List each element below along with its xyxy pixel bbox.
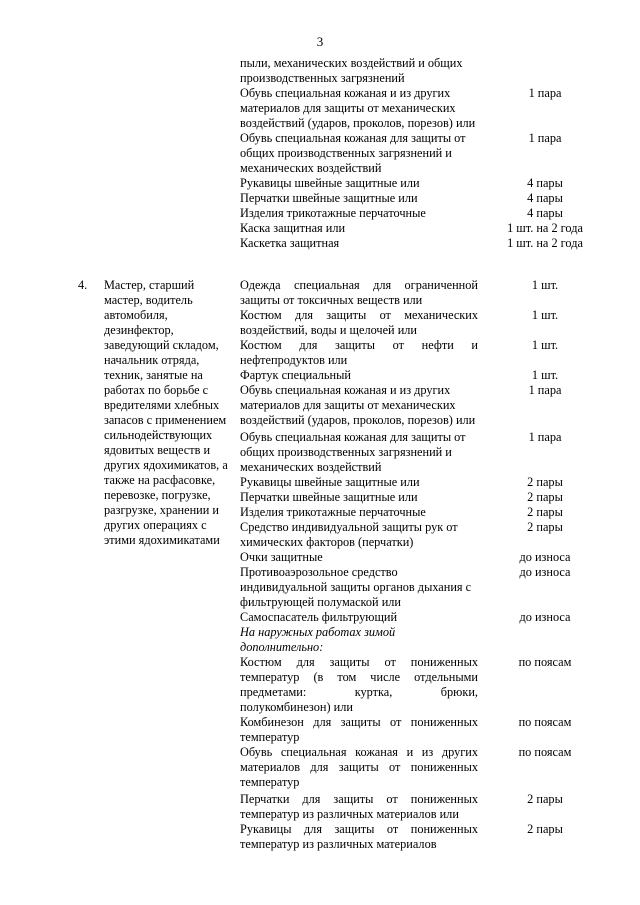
- continuation-section: [0, 56, 640, 251]
- table-row-4: [0, 278, 640, 852]
- ppe-item-name: Очки защитные: [240, 550, 323, 564]
- ppe-item-quantity: 4 пары: [527, 191, 563, 205]
- ppe-item: [0, 490, 640, 505]
- ppe-item: [0, 430, 640, 475]
- ppe-item: [0, 383, 640, 428]
- ppe-item: [0, 221, 640, 236]
- ppe-item-name: Обувь специальная кожаная и из других материалов для защиты от механических воздействий (ударов, проколов, порезов) или: [240, 86, 476, 130]
- ppe-item: [0, 191, 640, 206]
- ppe-item-quantity: 1 шт. на 2 года: [507, 236, 583, 250]
- ppe-item: [0, 655, 640, 715]
- ppe-item-quantity: 1 шт.: [531, 338, 559, 352]
- ppe-item-quantity: 4 пары: [527, 176, 563, 190]
- ppe-item-name: Обувь специальная кожаная и из других материалов для защиты от механических воздействий (ударов, проколов, порезов) или: [240, 383, 476, 427]
- ppe-item-name: Рукавицы для защиты от пониженных температур из различных материалов: [240, 822, 478, 851]
- ppe-item: [0, 550, 640, 565]
- ppe-item-name: Перчатки швейные защитные или: [240, 490, 418, 504]
- ppe-item: [0, 792, 640, 822]
- ppe-item: [0, 745, 640, 790]
- ppe-item-quantity: 1 шт.: [531, 308, 559, 322]
- job-position: Мастер, старший мастер, водитель автомобиля, дезинфектор, заведующий складом, начальник отряда, техник, занятые на работах по борьбе с вредителями хлебных запасов с применением сильнодействующих ядовитых веществ и других ядохимикатов, а также на расфасовке, перевозке, погрузке, разгрузке, хранении и других операциях с этими ядохимикатами: [104, 278, 228, 547]
- ppe-subheading: [0, 625, 640, 655]
- ppe-item-name: Рукавицы швейные защитные или: [240, 176, 420, 190]
- ppe-item-name: Изделия трикотажные перчаточные: [240, 505, 426, 519]
- ppe-item-name: Комбинезон для защиты от пониженных температур: [240, 715, 478, 744]
- ppe-item: [0, 565, 640, 610]
- ppe-item-name: Одежда специальная для ограниченной защиты от токсичных веществ или: [240, 278, 478, 307]
- ppe-item: [0, 505, 640, 520]
- ppe-item: [0, 715, 640, 745]
- ppe-item-name: Изделия трикотажные перчаточные: [240, 206, 426, 220]
- ppe-item: [0, 520, 640, 550]
- ppe-item-name: Костюм для защиты от нефти и нефтепродуктов или: [240, 338, 478, 367]
- ppe-item: [0, 475, 640, 490]
- ppe-item-quantity: 1 шт.: [531, 368, 559, 382]
- ppe-item-name: Перчатки для защиты от пониженных температур из различных материалов или: [240, 792, 478, 821]
- ppe-item: [0, 176, 640, 191]
- ppe-item-quantity: 1 пара: [528, 86, 562, 100]
- ppe-item: [0, 278, 640, 308]
- ppe-item-quantity: 1 пара: [528, 430, 562, 444]
- ppe-item: [0, 86, 640, 131]
- ppe-item-quantity: 1 шт. на 2 года: [507, 221, 583, 235]
- ppe-item-quantity: 1 шт.: [531, 278, 559, 292]
- ppe-item: [0, 822, 640, 852]
- ppe-item-quantity: по поясам: [518, 745, 572, 759]
- ppe-item-name: Рукавицы швейные защитные или: [240, 475, 420, 489]
- row-number: 4.: [78, 278, 88, 292]
- ppe-item-quantity: 1 пара: [528, 131, 562, 145]
- ppe-item: [0, 368, 640, 383]
- ppe-item-name: Костюм для защиты от механических воздействий, воды и щелочей или: [240, 308, 478, 337]
- ppe-item: [0, 56, 640, 86]
- ppe-item-name: Перчатки швейные защитные или: [240, 191, 418, 205]
- ppe-item-name: Самоспасатель фильтрующий: [240, 610, 398, 624]
- ppe-item-name: Обувь специальная кожаная для защиты от общих производственных загрязнений и механических воздействий: [240, 430, 466, 474]
- ppe-item-name: Обувь специальная кожаная и из других материалов для защиты от пониженных температур: [240, 745, 478, 789]
- winter-outdoor-subheading: На наружных работах зимой дополнительно:: [240, 625, 396, 654]
- ppe-item-quantity: до износа: [519, 610, 571, 624]
- ppe-item-name: пыли, механических воздействий и общих производственных загрязнений: [240, 56, 463, 85]
- ppe-item: [0, 206, 640, 221]
- ppe-item-quantity: до износа: [519, 565, 571, 579]
- ppe-item-quantity: 4 пары: [527, 206, 563, 220]
- ppe-item-name: Костюм для защиты от пониженных температур (в том числе отдельными предметами: куртка, брюки, полукомбинезон) или: [240, 655, 478, 714]
- ppe-item-name: Каска защитная или: [240, 221, 346, 235]
- ppe-item-quantity: по поясам: [518, 715, 572, 729]
- ppe-item: [0, 338, 640, 368]
- ppe-item-quantity: 1 пара: [528, 383, 562, 397]
- ppe-item-quantity: 2 пары: [527, 505, 563, 519]
- ppe-item: [0, 610, 640, 625]
- ppe-item-quantity: по поясам: [518, 655, 572, 669]
- ppe-item-name: Обувь специальная кожаная для защиты от общих производственных загрязнений и механических воздействий: [240, 131, 466, 175]
- ppe-item-quantity: 2 пары: [527, 792, 563, 806]
- ppe-item-name: Каскетка защитная: [240, 236, 340, 250]
- ppe-item-name: Фартук специальный: [240, 368, 351, 382]
- ppe-item-name: Противоаэрозольное средство индивидуальной защиты органов дыхания с фильтрующей полумаской или: [240, 565, 472, 609]
- page-number: 3: [316, 34, 324, 49]
- ppe-item-name: Средство индивидуальной защиты рук от химических факторов (перчатки): [240, 520, 458, 549]
- ppe-item-quantity: до износа: [519, 550, 571, 564]
- ppe-item: [0, 308, 640, 338]
- ppe-item: [0, 131, 640, 176]
- ppe-item: [0, 236, 640, 251]
- ppe-item-quantity: 2 пары: [527, 520, 563, 534]
- ppe-item-quantity: 2 пары: [527, 490, 563, 504]
- ppe-item-quantity: 2 пары: [527, 822, 563, 836]
- ppe-item-quantity: 2 пары: [527, 475, 563, 489]
